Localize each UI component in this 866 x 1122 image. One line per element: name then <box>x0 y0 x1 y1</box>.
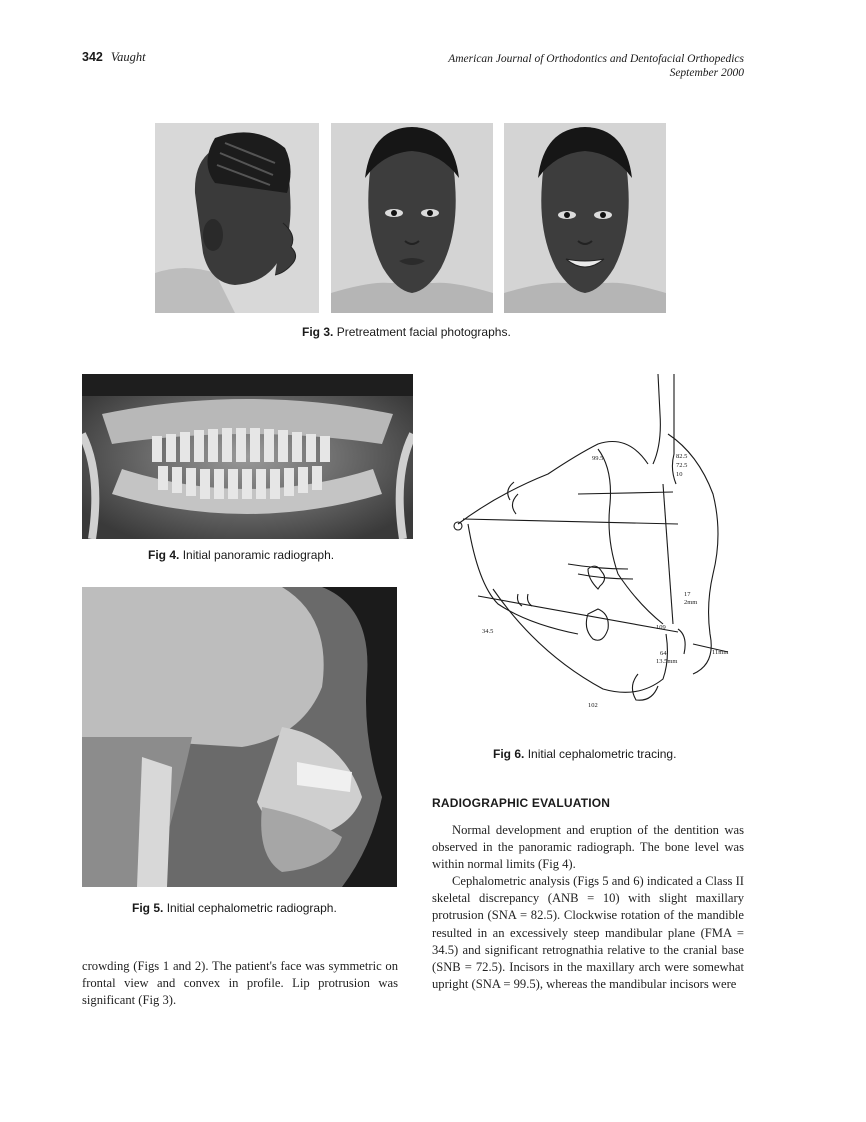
fig4-caption <box>148 548 334 562</box>
fig6-annotation: 99.5 <box>592 455 604 462</box>
fig6-annotation: 72.5 <box>676 462 688 469</box>
fig6-annotation: 102 <box>588 702 598 709</box>
cephalometric-tracing <box>438 374 748 714</box>
fig3-label: Fig 3. <box>302 325 334 339</box>
fig6-annotation: 2mm <box>684 599 698 606</box>
fig6-caption-text: Initial cephalometric tracing. <box>527 747 677 761</box>
fig6-label: Fig 6. <box>493 747 525 761</box>
fig6-annotation: 82.5 <box>676 453 688 460</box>
fig6-annotation: 17 <box>684 591 691 598</box>
author-name: Vaught <box>110 50 146 64</box>
fig6-annotation: 10 <box>676 471 683 478</box>
running-header-left <box>82 50 146 65</box>
frontal-facial-photo <box>331 123 493 313</box>
fig6-annotation: 109 <box>656 624 666 631</box>
fig3-caption-text: Pretreatment facial photographs. <box>336 325 511 339</box>
fig6-caption <box>493 747 676 761</box>
fig5-caption <box>132 901 337 915</box>
profile-facial-photo <box>155 123 319 313</box>
fig6-annotation: 13.5mm <box>656 658 678 665</box>
page-number: 342 <box>82 50 103 64</box>
fig4-caption-text: Initial panoramic radiograph. <box>182 548 335 562</box>
right-column-paragraph-1: Normal development and eruption of the dentition was observed in the panoramic radiograph. The bone level was within normal limits (Fig 4). <box>432 823 744 872</box>
journal-title: American Journal of Orthodontics and Dentofacial Orthopedics <box>448 53 744 65</box>
smiling-facial-photo <box>504 123 666 313</box>
fig6-annotation: 64 <box>660 650 667 657</box>
running-header-right <box>448 52 744 80</box>
panoramic-radiograph <box>82 374 413 539</box>
cephalometric-radiograph <box>82 587 397 887</box>
fig3-caption <box>302 325 511 339</box>
section-heading: RADIOGRAPHIC EVALUATION <box>432 796 611 810</box>
fig6-annotation: 34.5 <box>482 628 494 635</box>
fig6-annotation: 11mm <box>712 649 729 656</box>
left-column-paragraph: crowding (Figs 1 and 2). The patient's face was symmetric on frontal view and convex in profile. Lip protrusion was significant (Fig 3). <box>82 959 398 1008</box>
issue-date: September 2000 <box>669 67 744 79</box>
fig5-label: Fig 5. <box>132 901 164 915</box>
fig5-caption-text: Initial cephalometric radiograph. <box>166 901 337 915</box>
fig4-label: Fig 4. <box>148 548 180 562</box>
right-column-paragraph-2: Cephalometric analysis (Figs 5 and 6) indicated a Class II skeletal discrepancy (ANB = 10) with slight maxillary protrusion (SNA = 82.5). Clockwise rotation of the mandible resulted in an excessively steep mandibular plane (FMA = 34.5) and significant retrognathia relative to the cranial base (SNB = 72.5). Incisors in the maxillary arch were somewhat upright (SNA = 99.5), whereas the mandibular incisors were <box>432 874 744 992</box>
